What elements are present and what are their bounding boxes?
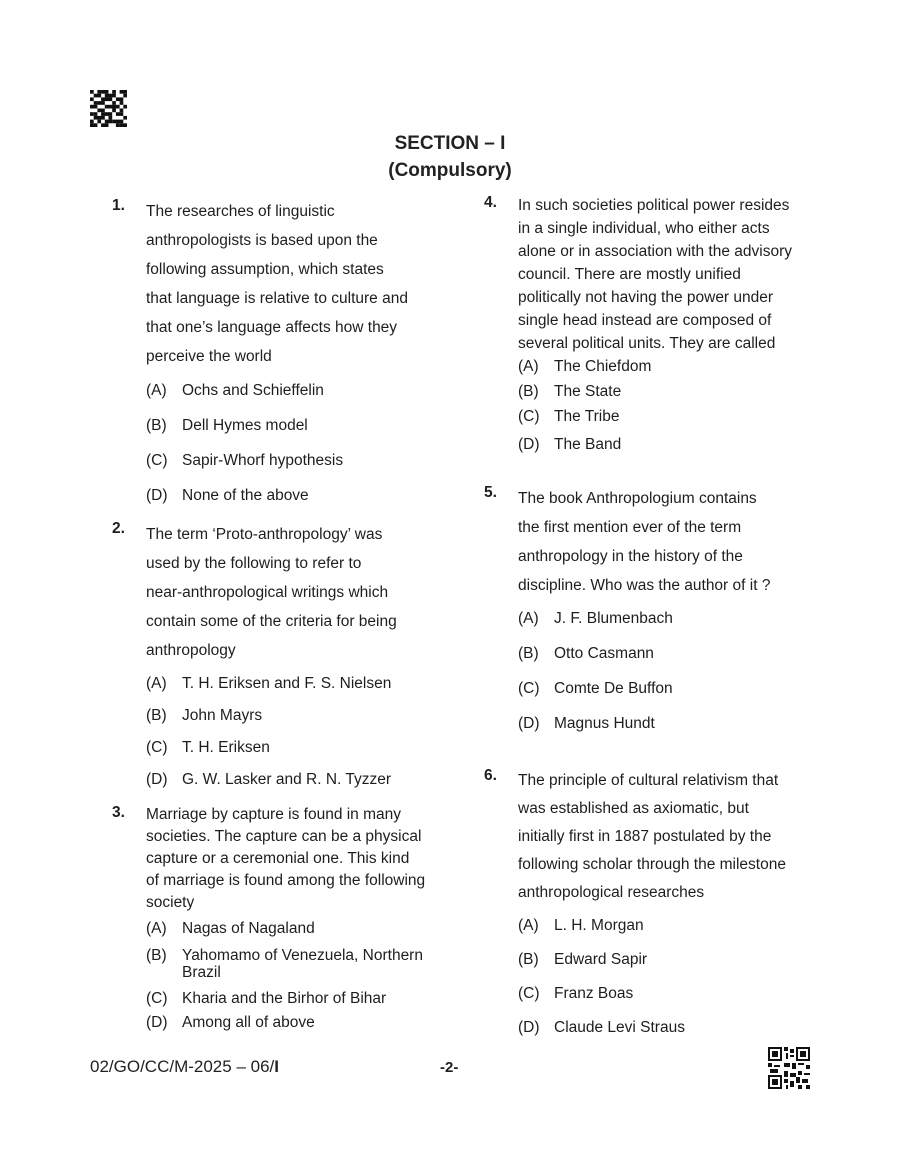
option-a: (A) J. F. Blumenbach [518, 610, 673, 627]
option-c: (C) T. H. Eriksen [146, 739, 270, 756]
option-b: (B) The State [518, 383, 622, 400]
option-a: (A) T. H. Eriksen and F. S. Nielsen [146, 675, 392, 692]
option-c: (C) The Tribe [518, 408, 620, 425]
question-number: 6. [484, 767, 497, 784]
left-column [112, 197, 442, 1038]
option-a: (A) The Chiefdom [518, 358, 652, 375]
option-a: (A) Nagas of Nagaland [146, 920, 315, 937]
question-1 [112, 197, 442, 520]
option-c: (C) Franz Boas [518, 985, 634, 1002]
option-b: (B) Edward Sapir [518, 951, 648, 968]
option-d: (D) G. W. Lasker and R. N. Tyzzer [146, 771, 392, 788]
page-number: -2- [440, 1059, 459, 1076]
question-3 [112, 804, 442, 1038]
question-number: 2. [112, 520, 125, 537]
option-b: (B) John Mayrs [146, 707, 263, 724]
options-list [146, 675, 442, 803]
option-a: (A) Ochs and Schieffelin [146, 382, 324, 399]
option-d: (D) The Band [518, 436, 622, 453]
option-c: (C) Sapir-Whorf hypothesis [146, 452, 344, 469]
question-2 [112, 520, 442, 804]
option-b: (B) Otto Casmann [518, 645, 654, 662]
option-b: (B) Yahomamo of Venezuela, Northern Brazil [146, 947, 423, 981]
right-column [484, 194, 814, 1053]
options-list [146, 920, 442, 1038]
question-number: 3. [112, 804, 125, 821]
question-text: The researches of linguistic anthropologists is based upon the following assumption, which states that language is relative to culture and that one’s language affects how they perceive the world [146, 203, 408, 365]
question-text: The principle of cultural relativism that was established as axiomatic, but initially first in 1887 postulated by the following scholar through the milestone anthropological researches [518, 772, 786, 901]
options-list [518, 610, 814, 750]
options-list [146, 382, 442, 522]
option-d: (D) None of the above [146, 487, 309, 504]
question-text: In such societies political power resides in a single individual, who either acts alone or in association with the advisory council. There are mostly unified politically not having the power under single head instead are composed of several political units. They are called [518, 197, 792, 352]
section-title: SECTION – I [394, 133, 506, 154]
section-subtitle: (Compulsory) [388, 160, 512, 181]
paper-code: 02/GO/CC/M-2025 – 06/I [90, 1057, 279, 1076]
question-text: The book Anthropologium contains the first mention ever of the term anthropology in the history of the discipline. Who was the author of it ? [518, 490, 771, 594]
question-5 [484, 484, 814, 767]
option-b: (B) Dell Hymes model [146, 417, 308, 434]
question-number: 5. [484, 484, 497, 501]
question-text: Marriage by capture is found in many societies. The capture can be a physical capture or a ceremonial one. This kind of marriage is found among the following society [146, 806, 426, 911]
options-list [518, 358, 814, 461]
option-d: (D) Among all of above [146, 1014, 315, 1031]
question-number: 1. [112, 197, 125, 214]
option-d: (D) Claude Levi Straus [518, 1019, 685, 1036]
question-4 [484, 194, 814, 484]
qr-code-top [90, 90, 127, 127]
question-6 [484, 767, 814, 1053]
qr-code-bottom [768, 1047, 810, 1089]
option-c: (C) Comte De Buffon [518, 680, 673, 697]
question-number: 4. [484, 194, 497, 211]
options-list [518, 917, 814, 1053]
option-d: (D) Magnus Hundt [518, 715, 655, 732]
question-text: The term ‘Proto-anthropology’ was used by the following to refer to near-anthropological writings which contain some of the criteria for being anthropology [146, 526, 397, 659]
option-c: (C) Kharia and the Birhor of Bihar [146, 990, 387, 1007]
option-a: (A) L. H. Morgan [518, 917, 644, 934]
